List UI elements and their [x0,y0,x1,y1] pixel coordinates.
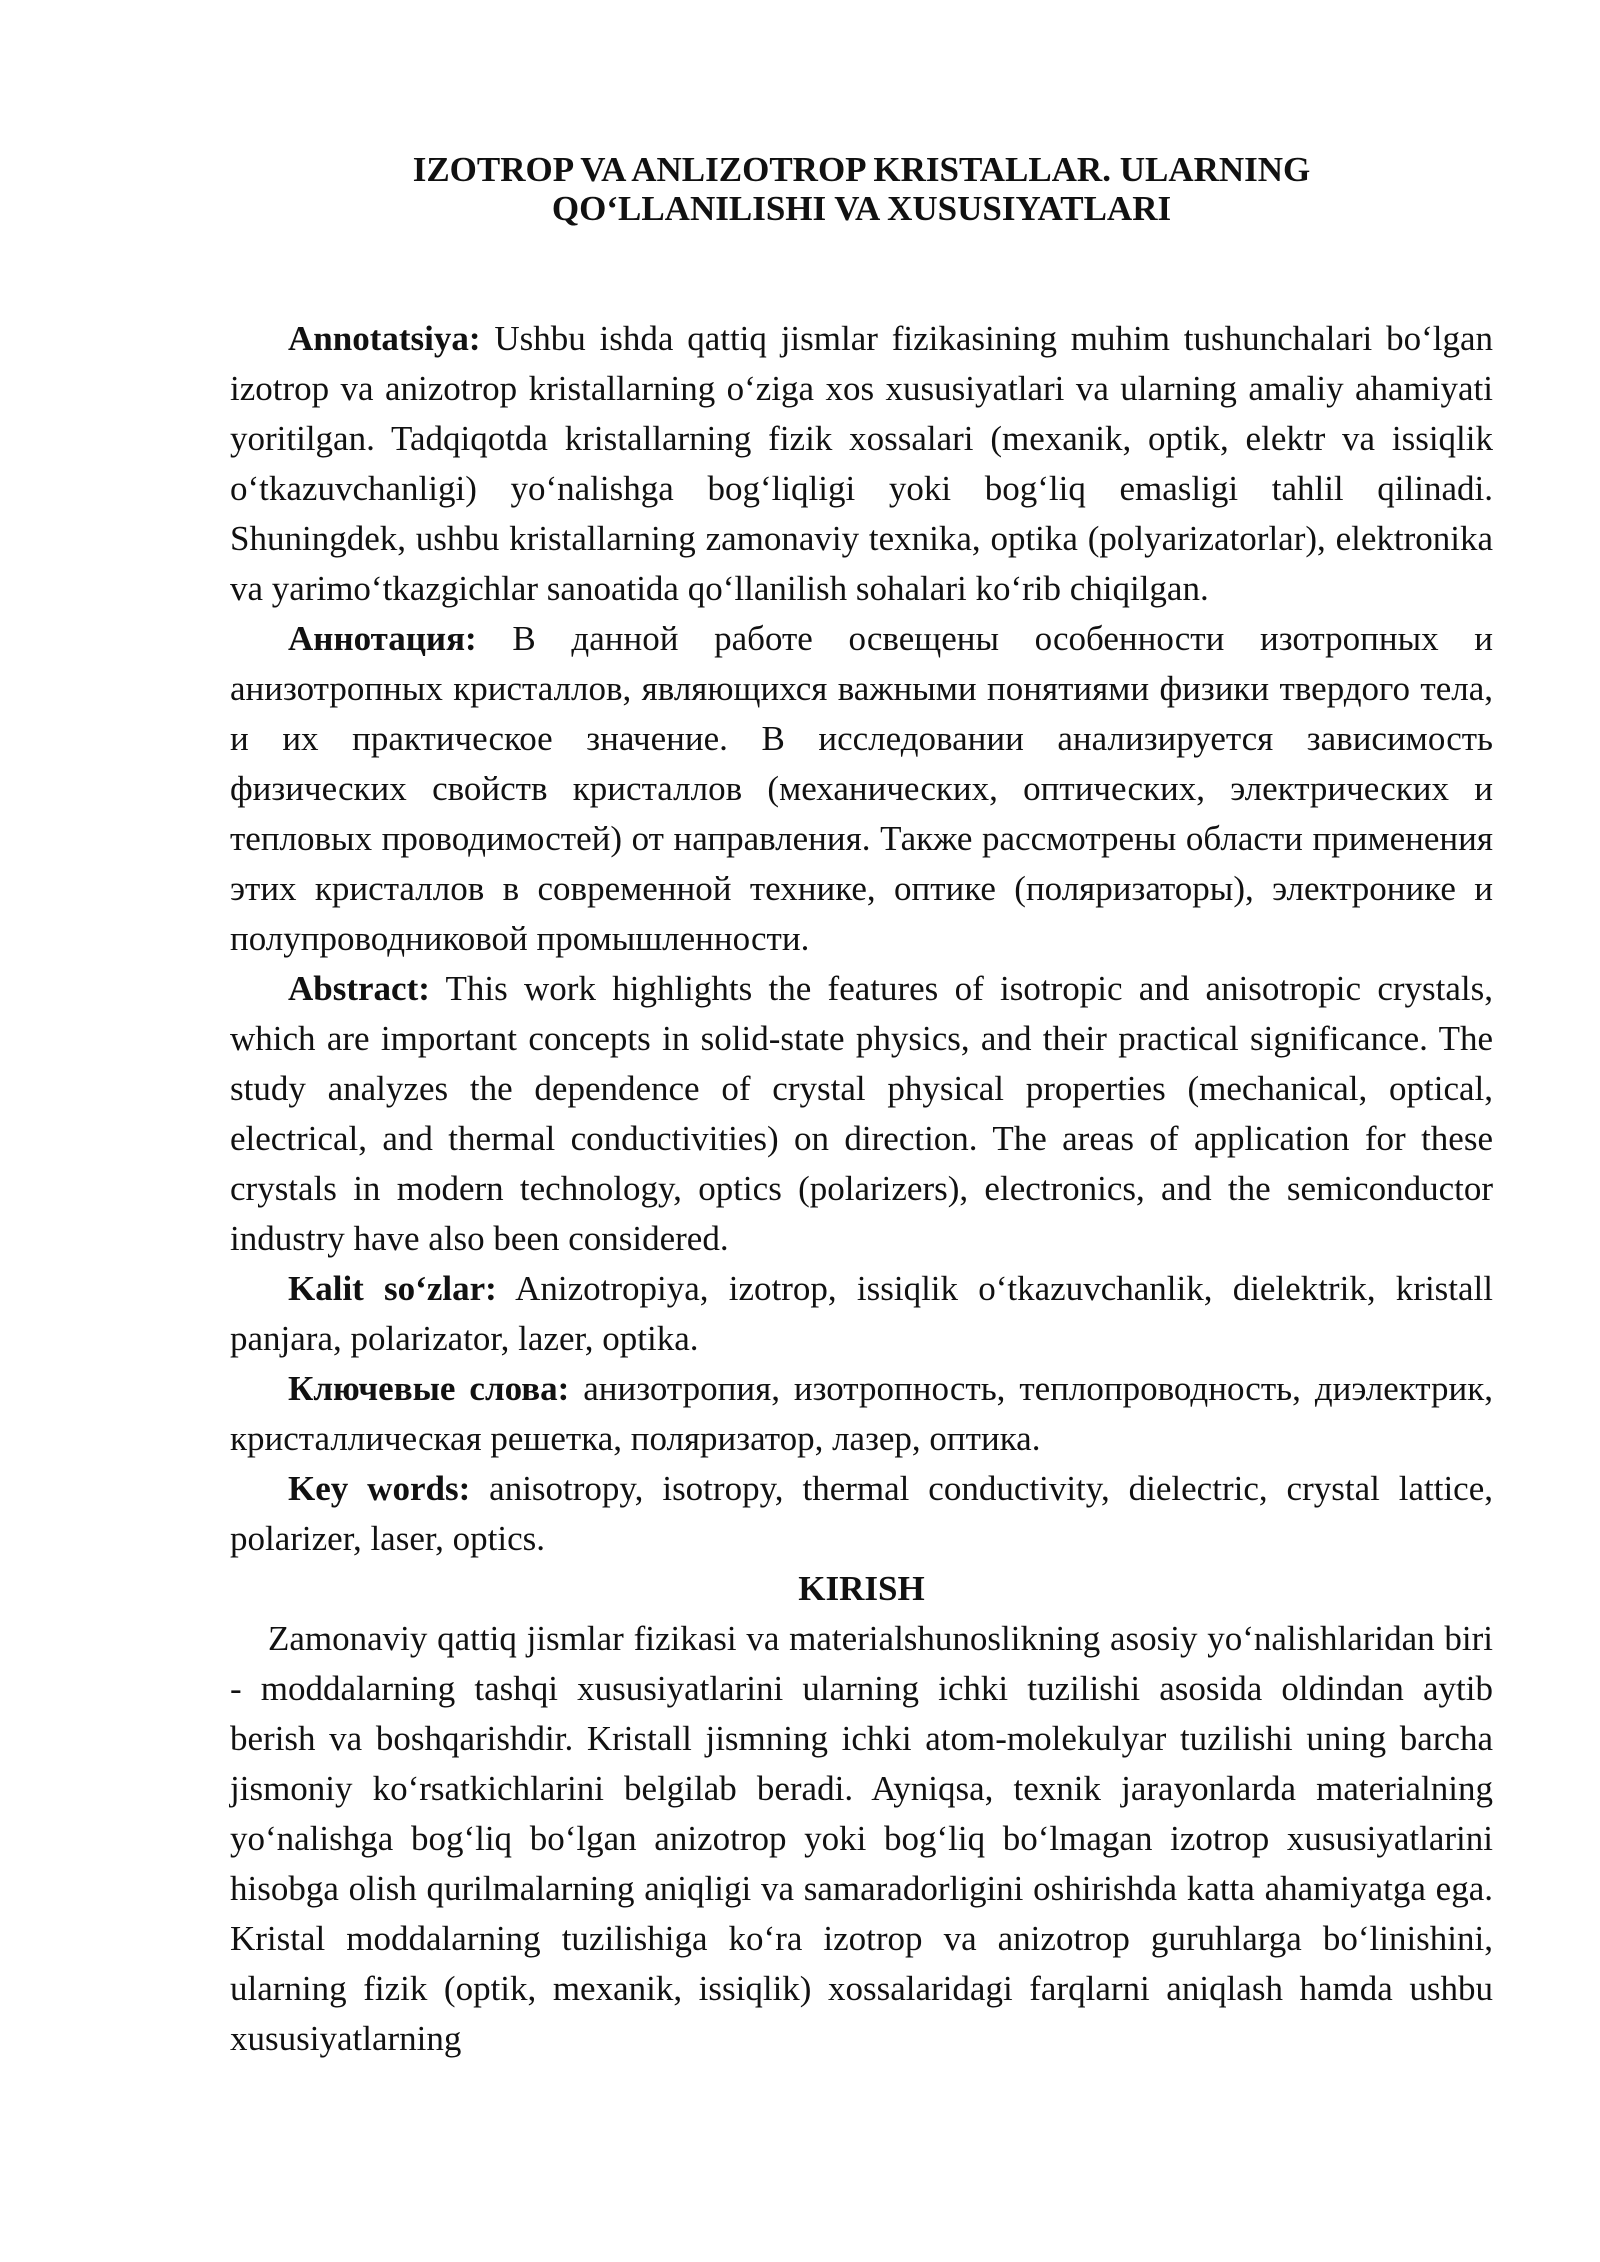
article-body [230,314,1493,2064]
keywords-uz-text: Anizotropiya, izotrop, issiqlik o‘tkazuvchanlik, dielektrik, kristall panjara, polarizator, lazer, optika. [230,1269,1494,1358]
annotation-ru-text: В данной работе освещены особенности изотропных и анизотропных кристаллов, являющихся важными понятиями физики твердого тела, и их практическое значение. В исследовании анализируется зависимость физических свойств кристаллов (механических, оптических, электрических и тепловых проводимостей) от направления. Также рассмотрены области применения этих кристаллов в современной технике, оптике (поляризаторы), электронике и полупроводниковой промышленности. [230,619,1493,958]
keywords-uz [230,1264,1493,1364]
keywords-en-text: anisotropy, isotropy, thermal conductivity, dielectric, crystal lattice, polarizer, laser, optics. [230,1469,1494,1558]
section-heading-intro: KIRISH [798,1569,925,1608]
abstract-en-label: Abstract: [288,969,430,1008]
annotation-uz-text: Ushbu ishda qattiq jismlar fizikasining muhim tushunchalari bo‘lgan izotrop va anizotrop kristallarning o‘ziga xos xususiyatlari va ularning amaliy ahamiyati yoritilgan. Tadqiqotda kristallarning fizik xossalari (mexanik, optik, elektr va issiqlik o‘tkazuvchanligi) yo‘nalishga bog‘liqligi yoki bog‘liq emasligi tahlil qilinadi. Shuningdek, ushbu kristallarning zamonaviy texnika, optika (polyarizatorlar), elektronika va yarimo‘tkazgichlar sanoatida qo‘llanilish sohalari ko‘rib chiqilgan. [230,319,1493,608]
keywords-ru [230,1364,1493,1464]
title-line-2: QO‘LLANILISHI VA XUSUSIYATLARI [551,189,1172,228]
article-title [230,150,1493,228]
keywords-ru-label: Ключевые слова: [288,1369,570,1408]
abstract-en-text: This work highlights the features of isotropic and anisotropic crystals, which are important concepts in solid-state physics, and their practical significance. The study analyzes the dependence of crystal physical properties (mechanical, optical, electrical, and thermal conductivities) on direction. The areas of application for these crystals in modern technology, optics (polarizers), electronics, and the semiconductor industry have also been considered. [230,969,1493,1258]
keywords-uz-label: Kalit so‘zlar: [288,1269,497,1308]
abstract-en [230,964,1493,1264]
title-line-1: IZOTROP VA ANLIZOTROP KRISTALLAR. ULARNING [412,150,1311,189]
keywords-en [230,1464,1493,1564]
annotation-uz [230,314,1493,614]
intro-paragraph: Zamonaviy qattiq jismlar fizikasi va materialshunoslikning asosiy yo‘nalishlaridan biri - moddalarning tashqi xususiyatlarini ularning ichki tuzilishi asosida oldindan aytib berish va boshqarishdir. Kristall jismning ichki atom-molekulyar tuzilishi uning barcha jismoniy ko‘rsatkichlarini belgilab beradi. Ayniqsa, texnik jarayonlarda materialning yo‘nalishga bog‘liq bo‘lgan anizotrop yoki bog‘liq bo‘lmagan izotrop xususiyatlarini hisobga olish qurilmalarning aniqligi va samaradorligini oshirishda katta ahamiyatga ega. Kristal moddalarning tuzilishiga ko‘ra izotrop va anizotrop guruhlarga bo‘linishini, ularning fizik (optik, mexanik, issiqlik) xossalaridagi farqlarni aniqlash hamda ushbu xususiyatlarning [230,1619,1493,2058]
keywords-en-label: Key words: [288,1469,471,1508]
annotation-ru [230,614,1493,964]
annotation-uz-label: Annotatsiya: [288,319,481,358]
keywords-ru-text: анизотропия, изотропность, теплопроводность, диэлектрик, кристаллическая решетка, поляризатор, лазер, оптика. [230,1369,1493,1458]
annotation-ru-label: Аннотация: [288,619,477,658]
